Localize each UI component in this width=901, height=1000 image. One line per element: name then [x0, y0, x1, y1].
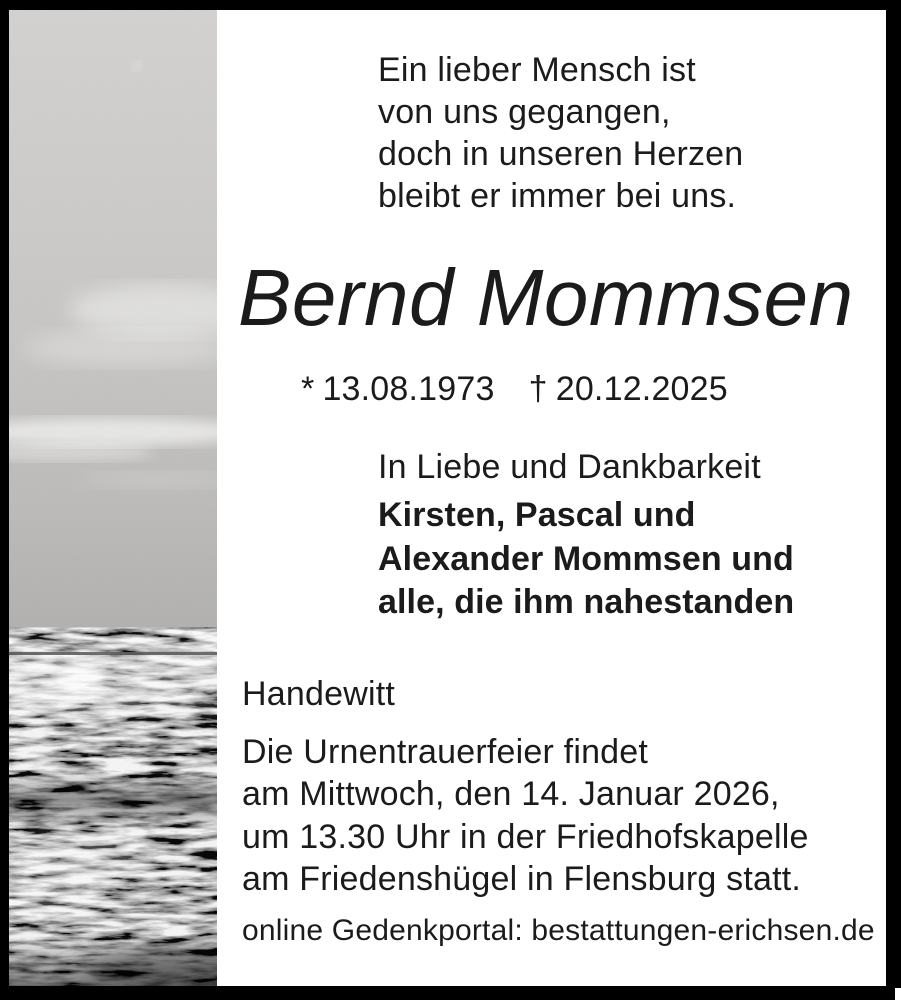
mourners-line: Kirsten, Pascal und [378, 496, 696, 534]
mourners [378, 494, 794, 625]
farewell-text: In Liebe und Dankbarkeit [378, 448, 761, 486]
place-name: Handewitt [242, 675, 395, 713]
epitaph-line: doch in unseren Herzen [378, 135, 744, 173]
ceremony-line: am Mittwoch, den 14. Januar 2026, [242, 775, 780, 814]
epitaph-line: von uns gegangen, [378, 93, 671, 131]
mourners-line: alle, die ihm nahestanden [378, 583, 795, 621]
birth-date: 13.08.1973 [322, 370, 495, 408]
sea-sky-image [9, 10, 217, 986]
epitaph-line: bleibt er immer bei uns. [378, 177, 737, 215]
frame-top [0, 0, 901, 10]
ceremony-details [242, 731, 809, 900]
death-date-group [529, 370, 728, 408]
memorial-portal-text: online Gedenkportal: bestattungen-erichsen.de [242, 914, 875, 947]
birth-star-symbol: * [301, 370, 315, 408]
deceased-name: Bernd Mommsen [238, 253, 854, 342]
death-date: 20.12.2025 [555, 370, 728, 408]
ceremony-line: um 13.30 Uhr in der Friedhofskapelle [242, 817, 809, 856]
epitaph-line: Ein lieber Mensch ist [378, 51, 696, 89]
mourners-line: Alexander Mommsen und [378, 539, 794, 578]
frame-right [886, 0, 901, 988]
life-dates [301, 368, 728, 410]
death-cross-symbol: † [528, 370, 548, 408]
birth-date-group [301, 370, 495, 408]
memorial-photo [9, 10, 217, 986]
ceremony-line: am Friedenshügel in Flensburg statt. [242, 859, 802, 898]
frame-left [0, 0, 9, 1000]
ceremony-line: Die Urnentrauerfeier findet [242, 733, 649, 771]
frame-bottom [0, 986, 895, 1000]
epitaph [378, 49, 743, 217]
